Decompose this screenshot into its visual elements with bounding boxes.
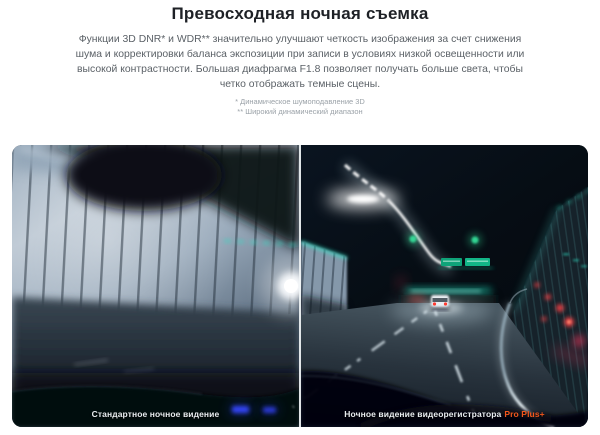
right-caption-text: Ночное видение видеорегистратора <box>344 409 502 419</box>
section-title: Превосходная ночная съемка <box>171 4 429 23</box>
left-caption <box>12 409 299 420</box>
night-shooting-section <box>0 0 600 117</box>
footnote-dnr: * Динамическое шумоподавление 3D <box>235 97 365 106</box>
product-name-highlight: Pro Plus+ <box>504 409 545 419</box>
left-caption-text: Стандартное ночное видение <box>91 409 220 419</box>
footnotes <box>0 97 600 117</box>
footnote-wdr: ** Широкий динамический диапазон <box>237 107 363 116</box>
comparison-image <box>12 145 588 427</box>
tunnel-right-sharp <box>289 145 588 427</box>
tunnel-signs <box>439 258 493 269</box>
section-description: Функции 3D DNR* и WDR** значительно улучшают четкость изображения за счет снижения шума и корректировки баланса экспозиции при записи в условиях низкой освещенности или высокой контрастности. Большая диафрагма F1.8 позволяет получать больше света, чтобы четко отображать темные сцены. <box>75 34 525 90</box>
right-caption <box>301 409 588 420</box>
tunnel-left-blurry <box>12 145 321 427</box>
car-ahead <box>431 295 449 310</box>
split-divider <box>299 145 301 427</box>
